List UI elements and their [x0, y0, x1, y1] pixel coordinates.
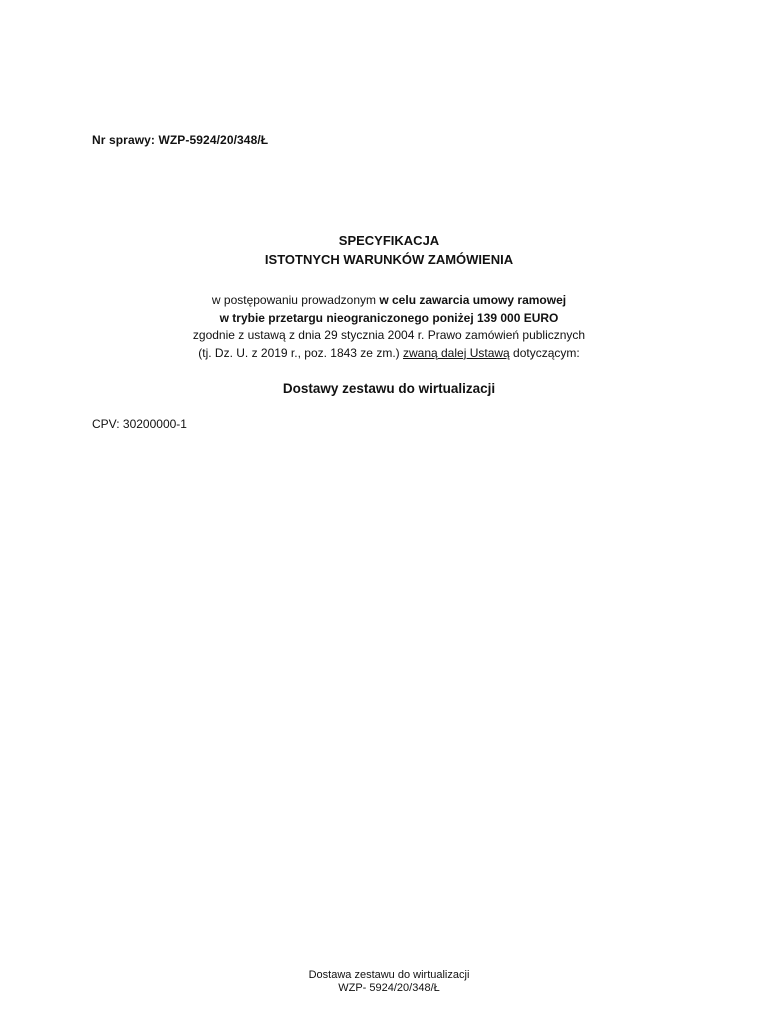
case-number: Nr sprawy: WZP-5924/20/348/Ł [92, 133, 269, 147]
footer-line-1: Dostawa zestawu do wirtualizacji [308, 969, 470, 981]
cpv-code: CPV: 30200000-1 [92, 417, 187, 431]
intro-line-2 [0, 310, 770, 328]
intro-line-2-bold: w trybie przetargu nieograniczonego poniżej 139 000 EURO [219, 310, 559, 325]
intro-line-1 [0, 292, 770, 310]
intro-paragraph [0, 292, 770, 362]
procurement-subject: Dostawy zestawu do wirtualizacji [282, 381, 496, 396]
page-footer [0, 969, 770, 995]
intro-line-1-prefix: w postępowaniu prowadzonym [211, 293, 380, 307]
intro-line-4 [0, 345, 770, 363]
title-line-1: SPECYFIKACJA [338, 233, 440, 248]
intro-line-3: zgodnie z ustawą z dnia 29 stycznia 2004 r. Prawo zamówień publicznych [192, 328, 586, 342]
footer-line-2: WZP- 5924/20/348/Ł [338, 982, 440, 994]
intro-line-4-prefix: (tj. Dz. U. z 2019 r., poz. 1843 ze zm.) [198, 345, 403, 360]
intro-line-4-suffix: dotyczącym: [509, 345, 580, 360]
intro-line-4-underlined: zwaną dalej Ustawą [402, 345, 510, 360]
intro-line-1-bold: w celu zawarcia umowy ramowej [379, 293, 567, 307]
title-line-2: ISTOTNYCH WARUNKÓW ZAMÓWIENIA [264, 252, 514, 267]
document-title [0, 231, 770, 269]
